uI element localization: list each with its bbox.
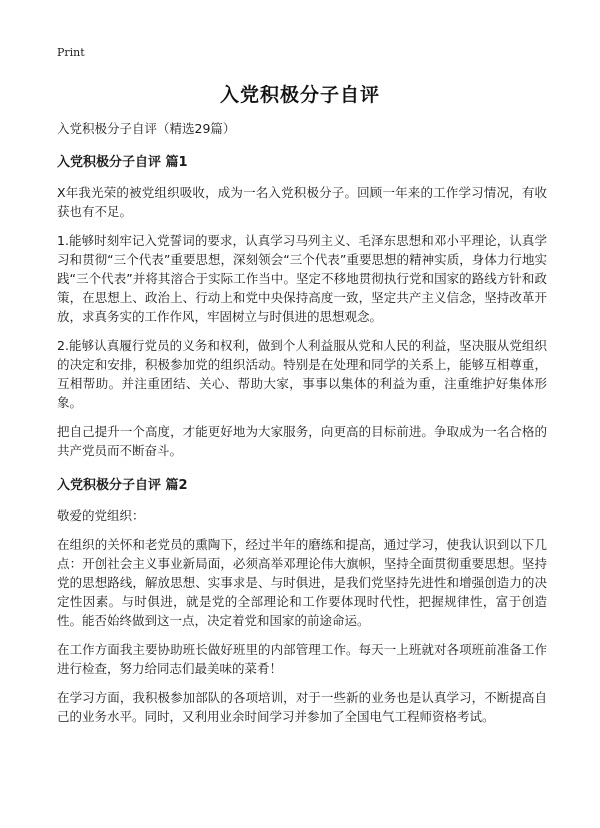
print-label[interactable]: Print bbox=[57, 46, 85, 59]
paragraph: 在组织的关怀和老党员的熏陶下，经过半年的磨练和提高，通过学习，使我认识到以下几点：开创社会主义事业新局面，必须高举邓理论伟大旗帜，坚持全面贯彻重要思想。坚持党的思想路线，解放思想、实事求是、与时俱进，是我们党坚持先进性和增强创造力的决定性因素。与时俱进，就是党的全部理论和工作要体现时代性，把握规律性，富于创造性。能否始终做到这一点，决定着党和国家的前途命运。 bbox=[57, 537, 547, 628]
paragraph: X年我光荣的被党组织吸收，成为一名入党积极分子。回顾一年来的工作学习情况，有收获也有不足。 bbox=[57, 185, 547, 219]
paragraph: 在学习方面，我积极参加部队的各项培训，对于一些新的业务也是认真学习，不断提高自己的业务水平。同时，又利用业余时间学习并参加了全国电气工程师资格考试。 bbox=[57, 690, 547, 724]
document-title: 入党积极分子自评 bbox=[219, 84, 380, 106]
section-heading-2: 入党积极分子自评 篇2 bbox=[57, 478, 188, 493]
document-body bbox=[57, 119, 547, 736]
paragraph: 1.能够时刻牢记入党誓词的要求，认真学习马列主义、毛泽东思想和邓小平理论，认真学习和贯彻“三个代表”重要思想，深刻领会“三个代表”重要思想的精神实质，身体力行地实践“三个代表”并将其溶合于实际工作当中。坚定不移地贯彻执行党和国家的路线方针和政策，在思想上、政治上、行动上和党中央保持高度一致，坚定共产主义信念，坚持改革开放，求真务实的工作作风，牢固树立与时俱进的思想观念。 bbox=[57, 233, 547, 324]
document-subtitle: 入党积极分子自评（精选29篇） bbox=[57, 121, 236, 136]
paragraph: 2.能够认真履行党员的义务和权利，做到个人利益服从党和人民的利益，坚决服从党组织的决定和安排，积极参加党的组织活动。特别是在处理和同学的关系上，能够互相尊重，互相帮助。并注重团结、关心、帮助大家，事事以集体的利益为重，注重维护好集体形象。 bbox=[57, 338, 547, 410]
paragraph: 把自己提升一个高度，才能更好地为大家服务，向更高的目标前进。争取成为一名合格的共产党员而不断奋斗。 bbox=[57, 424, 547, 458]
paragraph: 在工作方面我主要协助班长做好班里的内部管理工作。每天一上班就对各项班前准备工作进行检查，努力给同志们最美味的菜肴！ bbox=[57, 642, 547, 676]
section-heading-1: 入党积极分子自评 篇1 bbox=[57, 155, 188, 170]
salutation: 敬爱的党组织： bbox=[57, 508, 145, 523]
